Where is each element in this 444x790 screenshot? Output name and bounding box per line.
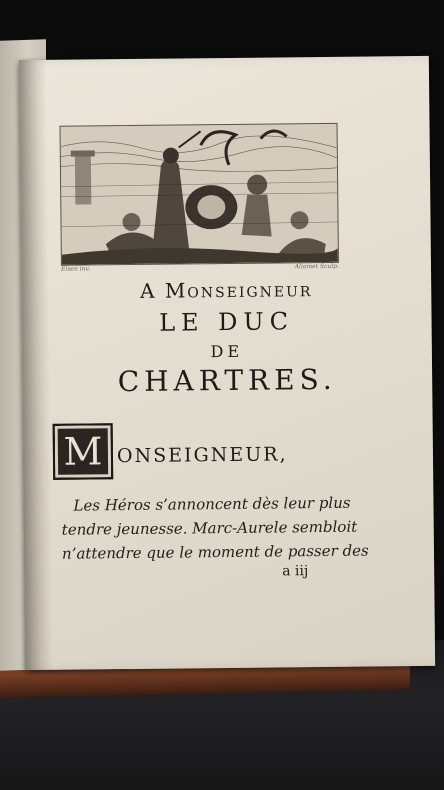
engraver-credit-left: Eisen inv.: [60, 265, 91, 273]
signature-mark: a iij: [282, 563, 309, 580]
drop-cap-letter: M: [63, 429, 103, 474]
body-line: Les Héros s’annoncent dès leur plus: [73, 493, 351, 515]
body-paragraph: [61, 491, 369, 566]
book-page: [19, 56, 435, 670]
salutation: ONSEIGNEUR,: [116, 443, 288, 468]
body-line: tendre jeunesse. Marc-Aurele sembloit: [61, 517, 358, 539]
engraver-credit-right: Aliamet Sculp.: [294, 262, 340, 271]
dedication-heading-line3: DE: [210, 341, 244, 362]
engraving-credits: [61, 263, 339, 276]
engraved-vignette: [60, 123, 339, 266]
dedication-heading-line4: CHARTRES.: [117, 362, 337, 399]
body-line: n’attendre que le moment de passer des: [61, 541, 369, 563]
ornamental-drop-cap: [53, 423, 114, 480]
dedication-heading-line1: A Monseigneur: [139, 277, 313, 303]
dedication-heading-line2: LE DUC: [158, 307, 295, 337]
